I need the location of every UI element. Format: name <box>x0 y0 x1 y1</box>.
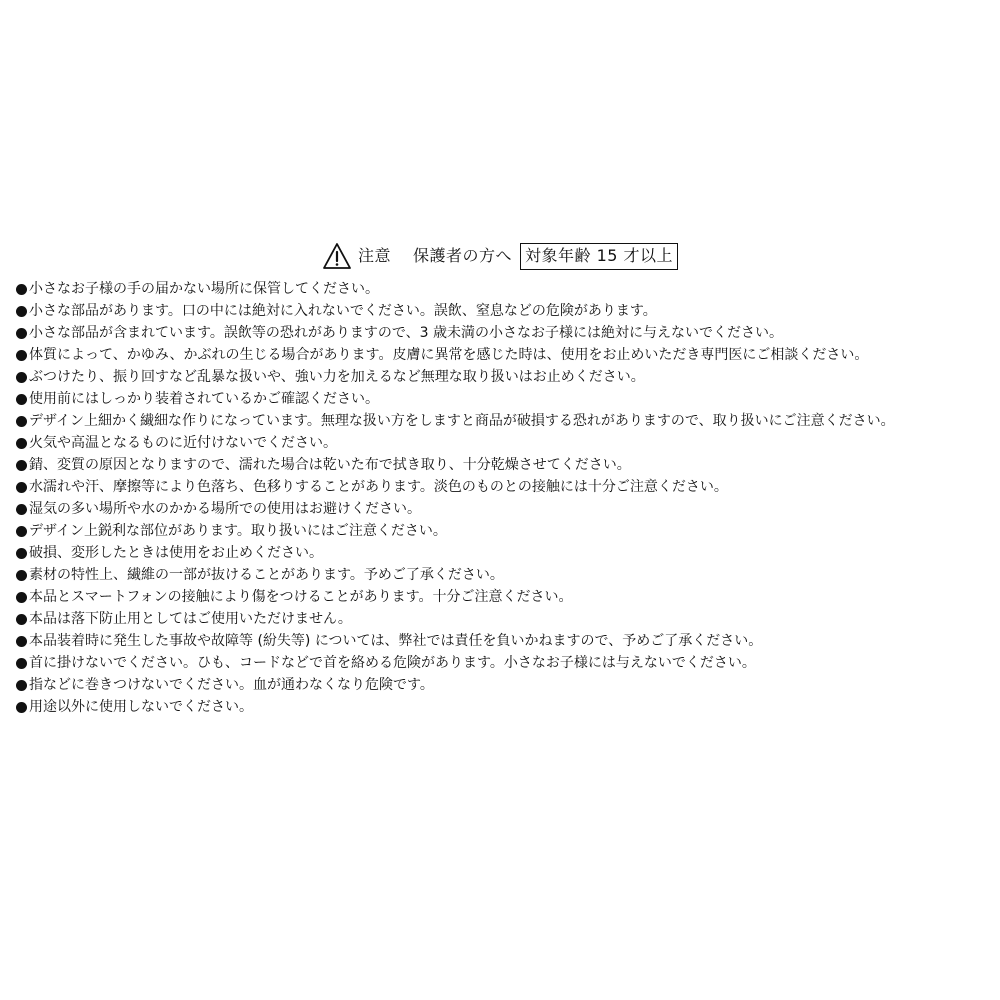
list-item: 錆、変質の原因となりますので、濡れた場合は乾いた布で拭き取り、十分乾燥させてください。 <box>16 454 1000 476</box>
caution-list <box>16 278 1000 718</box>
bullet-icon <box>16 306 27 317</box>
list-item: デザイン上細かく繊細な作りになっています。無理な扱い方をしますと商品が破損する恐れがありますので、取り扱いにご注意ください。 <box>16 410 1000 432</box>
list-item: ぶつけたり、振り回すなど乱暴な扱いや、強い力を加えるなど無理な取り扱いはお止めください。 <box>16 366 1000 388</box>
bullet-icon <box>16 548 27 559</box>
list-item: デザイン上鋭利な部位があります。取り扱いにはご注意ください。 <box>16 520 1000 542</box>
bullet-icon <box>16 328 27 339</box>
list-item: 素材の特性上、繊維の一部が抜けることがあります。予めご了承ください。 <box>16 564 1000 586</box>
caution-header <box>0 241 1000 271</box>
bullet-icon <box>16 416 27 427</box>
bullet-icon <box>16 680 27 691</box>
bullet-icon <box>16 504 27 515</box>
age-notice: 対象年齢 15 才以上 <box>520 243 678 270</box>
bullet-icon <box>16 350 27 361</box>
list-item: 使用前にはしっかり装着されているかご確認ください。 <box>16 388 1000 410</box>
bullet-icon <box>16 460 27 471</box>
list-item: 本品装着時に発生した事故や故障等 (紛失等) については、弊社では責任を負いかねますので、予めご了承ください。 <box>16 630 1000 652</box>
list-item: 本品は落下防止用としてはご使用いただけません。 <box>16 608 1000 630</box>
bullet-icon <box>16 372 27 383</box>
list-item: 首に掛けないでください。ひも、コードなどで首を絡める危険があります。小さなお子様には与えないでください。 <box>16 652 1000 674</box>
list-item: 小さな部品があります。口の中には絶対に入れないでください。誤飲、窒息などの危険があります。 <box>16 300 1000 322</box>
list-item: 本品とスマートフォンの接触により傷をつけることがあります。十分ご注意ください。 <box>16 586 1000 608</box>
list-item: 湿気の多い場所や水のかかる場所での使用はお避けください。 <box>16 498 1000 520</box>
bullet-icon <box>16 570 27 581</box>
list-item: 小さな部品が含まれています。誤飲等の恐れがありますので、3 歳未満の小さなお子様には絶対に与えないでください。 <box>16 322 1000 344</box>
list-item: 用途以外に使用しないでください。 <box>16 696 1000 718</box>
list-item: 火気や高温となるものに近付けないでください。 <box>16 432 1000 454</box>
bullet-icon <box>16 284 27 295</box>
bullet-icon <box>16 636 27 647</box>
list-item: 体質によって、かゆみ、かぶれの生じる場合があります。皮膚に異常を感じた時は、使用をお止めいただき専門医にご相談ください。 <box>16 344 1000 366</box>
list-item: 指などに巻きつけないでください。血が通わなくなり危険です。 <box>16 674 1000 696</box>
list-item: 水濡れや汗、摩擦等により色落ち、色移りすることがあります。淡色のものとの接触には十分ご注意ください。 <box>16 476 1000 498</box>
bullet-icon <box>16 658 27 669</box>
list-item: 破損、変形したときは使用をお止めください。 <box>16 542 1000 564</box>
bullet-icon <box>16 482 27 493</box>
bullet-icon <box>16 614 27 625</box>
warning-triangle-icon <box>322 242 352 270</box>
bullet-icon <box>16 438 27 449</box>
caution-label: 注意 <box>357 246 391 265</box>
guardians-label: 保護者の方へ <box>412 246 512 265</box>
list-item: 小さなお子様の手の届かない場所に保管してください。 <box>16 278 1000 300</box>
bullet-icon <box>16 526 27 537</box>
bullet-icon <box>16 394 27 405</box>
bullet-icon <box>16 702 27 713</box>
bullet-icon <box>16 592 27 603</box>
